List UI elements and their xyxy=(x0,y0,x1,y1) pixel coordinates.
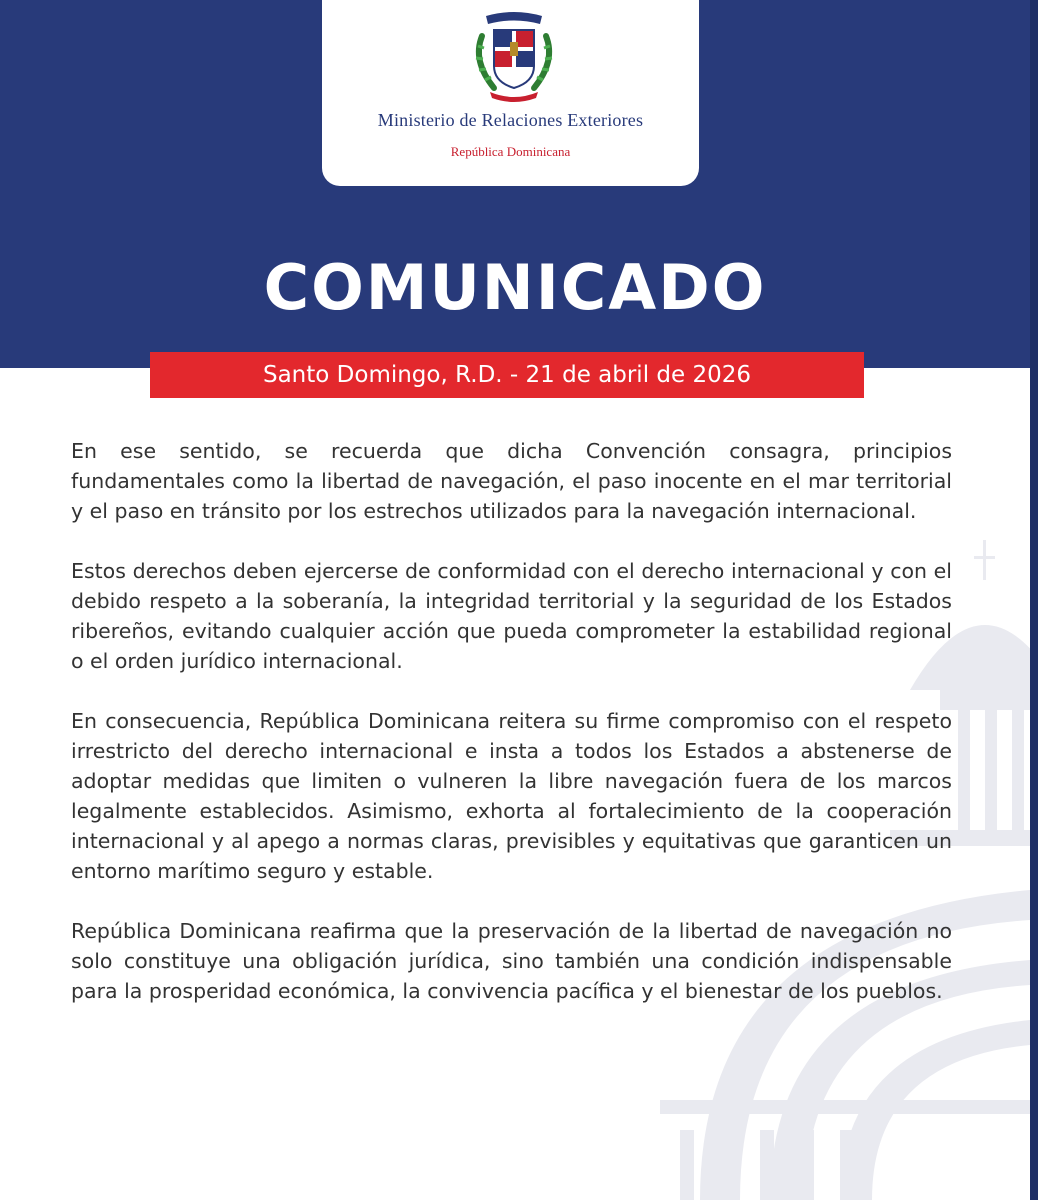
ministry-name: Ministerio de Relaciones Exteriores xyxy=(377,110,644,130)
body-paragraph-2: Estos derechos deben ejercerse de conformidad con el derecho internacional y con el debido respeto a la soberanía, la integridad territorial y la seguridad de los Estados ribereños, evitando cualquier acción que pueda comprometer la estabilidad regional o el orden jurídico internacional. xyxy=(71,559,952,673)
body-paragraph-1: En ese sentido, se recuerda que dicha Convención consagra, principios fundamentales como la libertad de navegación, el paso inocente en el mar territorial y el paso en tránsito por los estrechos utilizados para la navegación internacional. xyxy=(71,439,952,523)
country-name: República Dominicana xyxy=(450,144,571,159)
body-paragraph-3: En consecuencia, República Dominicana reitera su firme compromiso con el respeto irrestricto del derecho internacional e insta a todos los Estados a abstenerse de adoptar medidas que limiten o vulneren la libre navegación fuera de los marcos legalmente establecidos. Asimismo, exhorta al fortalecimiento de la cooperación internacional y al apego a normas claras, previsibles y equitativas que garanticen un entorno marítimo seguro y estable. xyxy=(71,709,952,883)
right-edge-strip xyxy=(1030,0,1038,1200)
logo-card xyxy=(322,0,699,186)
page-title: COMUNICADO xyxy=(263,251,767,324)
body-paragraph-4: República Dominicana reafirma que la preservación de la libertad de navegación no solo constituye una obligación jurídica, sino también una condición indispensable para la prosperidad económica, la convivencia pacífica y el bienestar de los pueblos. xyxy=(71,919,952,1003)
date-banner: Santo Domingo, R.D. - 21 de abril de 2026 xyxy=(150,352,864,398)
coat-of-arms-icon xyxy=(464,6,564,106)
communique-body xyxy=(71,436,952,1036)
